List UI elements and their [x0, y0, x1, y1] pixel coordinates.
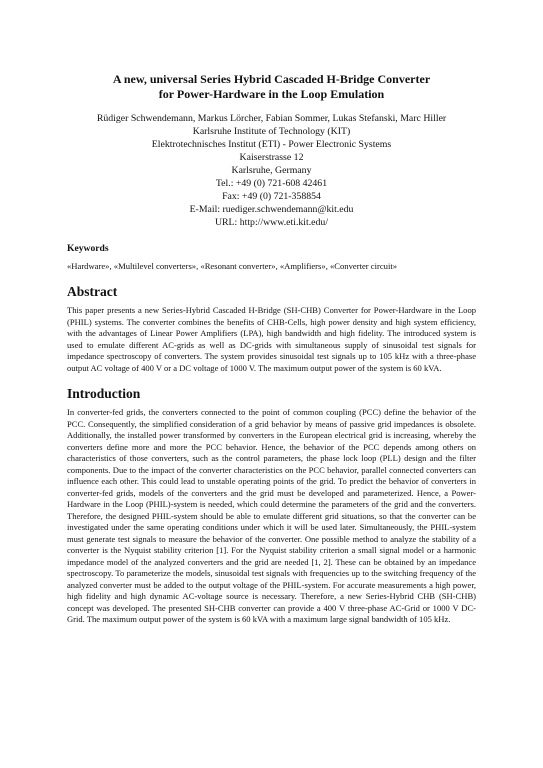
author-block [67, 112, 476, 229]
affiliation-institute: Elektrotechnisches Institut (ETI) - Power Electronic Systems [151, 139, 392, 150]
introduction-text: In converter-fed grids, the converters connected to the point of common coupling (PCC) define the behavior of the PCC. Consequently, the simplified consideration of a grid behavior by means of passive grid impedances is obsolete. Additionally, the installed power transformed by converters in the European electrical grid is increasing, whereby the converters define more and more the PCC behavior. Hence, the behavior of the PCC depends among others on characteristics of those converters, such as the control parameters, the phase lock loop (PLL) design and the filter components. Due to the impact of the converter characteristics on the PCC behavior, parallel connected converters can influence each other. This could lead to unstable operating points of the grid. To predict the behavior of converters in converter-fed grids, models of the converters and the grid must be developed and parameterized. Hence, a Power-Hardware in the Loop (PHIL)-system is needed, which could determine the parameters of the grid and the converters. Therefore, the designed PHIL-system should be able to emulate different grid situations, so that the converter can be investigated under the same operating conditions under which it will be used later. Simultaneously, the PHIL-system must generate test signals to measure the behavior of the converter. One possible method to analyze the stability of a converter is the Nyquist stability criterion [1]. For the Nyquist stability criterion a small signal model or a harmonic impedance model of the analyzed converters and the grid are needed [1, 2]. These can be obtained by an impedance spectroscopy. To parameterize the models, sinusoidal test signals with frequencies up to the switching frequency of the analyzed converter must be added to the output voltage of the PHIL-system. For accurate measurements a high power, high fidelity and high dynamic AC-voltage source is necessary. Therefore, a new Series-Hybrid CHB (SH-CHB) concept was developed. The presented SH-CHB converter can provide a 400 V three-phase AC-Grid or 1000 V DC-Grid. The maximum output power of the system is 60 kVA with a maximum large signal bandwidth of 105 kHz. [67, 407, 476, 624]
paper-title [67, 0, 476, 102]
address-city: Karlsruhe, Germany [231, 165, 312, 176]
contact-url: URL: http://www.eti.kit.edu/ [214, 217, 329, 228]
keywords-heading: Keywords [67, 243, 109, 254]
introduction-heading: Introduction [67, 386, 141, 401]
contact-tel: Tel.: +49 (0) 721-608 42461 [215, 178, 328, 189]
address-street: Kaiserstrasse 12 [239, 152, 304, 163]
title-line-2: for Power-Hardware in the Loop Emulation [158, 87, 385, 101]
affiliation-university: Karlsruhe Institute of Technology (KIT) [192, 126, 351, 137]
abstract-heading: Abstract [67, 284, 118, 299]
abstract-text: This paper presents a new Series-Hybrid Cascaded H-Bridge (SH-CHB) Converter for Power-Hardware in the Loop (PHIL) systems. The converter combines the benefits of CHB-Cells, high power density and high system efficiency, with the advantages of Linear Power Amplifiers (LPA), high bandwidth and high fidelity. The introduced system is used to emulate different AC-grids as well as DC-grids with simultaneous supply of sinusoidal test signals for impedance spectroscopy of converters. The system provides sinusoidal test signals up to 105 kHz with a three-phase output AC voltage of 400 V or a DC voltage of 1000 V. The maximum output power of the system is 60 kVA. [67, 305, 476, 373]
title-line-1: A new, universal Series Hybrid Cascaded H-Bridge Converter [112, 72, 431, 86]
keywords-list: «Hardware», «Multilevel converters», «Resonant converter», «Amplifiers», «Converter circuit» [67, 261, 398, 271]
contact-fax: Fax: +49 (0) 721-358854 [222, 191, 321, 202]
author-names: Rüdiger Schwendemann, Markus Lörcher, Fabian Sommer, Lukas Stefanski, Marc Hiller [96, 113, 447, 124]
contact-email: E-Mail: ruediger.schwendemann@kit.edu [189, 204, 354, 215]
